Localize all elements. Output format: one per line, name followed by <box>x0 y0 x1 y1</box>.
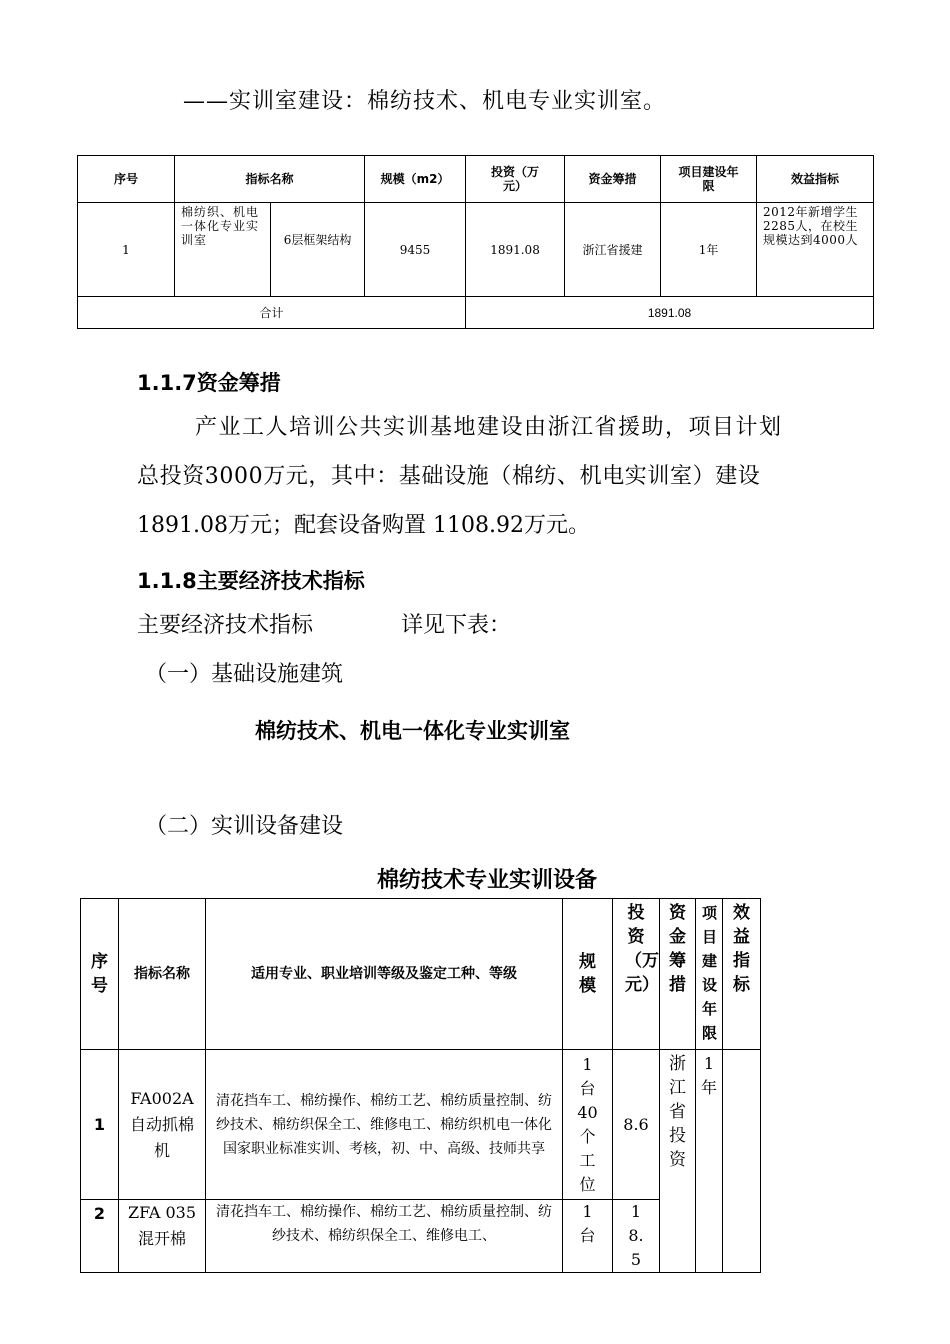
cell-name: ZFA 035混开棉 <box>119 1200 206 1273</box>
lab-construction-table <box>77 155 874 329</box>
header-cell: 项目建设年限 <box>661 156 757 203</box>
header-investment: 投资（万元） <box>613 899 660 1050</box>
table-header-row <box>81 899 761 1050</box>
header-cell: 效益指标 <box>757 156 874 203</box>
total-value: 1891.08 <box>466 297 874 329</box>
header-cell: 序号 <box>78 156 175 203</box>
table-row <box>78 203 874 297</box>
cell-investment: 8.6 <box>613 1050 660 1200</box>
table-total-row <box>78 297 874 329</box>
cell-scope: 清花挡车工、棉纺操作、棉纺工艺、棉纺质量控制、纺纱技术、棉纺织保全工、维修电工、棉纺织机电一体化国家职业标准实训、考核，初、中、高级、技师共享 <box>206 1050 563 1200</box>
subsection-1: （一）基础设施建筑 <box>145 662 344 687</box>
table-row <box>81 1050 761 1200</box>
cell-period: 1年 <box>696 1050 723 1273</box>
header-cell: 资金筹措 <box>565 156 661 203</box>
cell-no: 1 <box>78 203 175 297</box>
header-scope: 适用专业、职业培训等级及鉴定工种、等级 <box>206 899 563 1050</box>
section-heading-117: 1.1.7资金筹措 <box>137 371 281 395</box>
cell-name: 棉纺织、机电一体化专业实训室 <box>175 203 271 297</box>
intro-line: ——实训室建设：棉纺技术、机电专业实训室。 <box>183 89 667 114</box>
header-funding: 资金筹措 <box>660 899 696 1050</box>
cell-funding: 浙江省投资 <box>660 1050 696 1273</box>
table-header-row <box>78 156 874 203</box>
cell-scale: 1台40个工位 <box>563 1050 613 1200</box>
cell-period: 1年 <box>661 203 757 297</box>
table-row <box>81 1200 761 1273</box>
cell-scale: 9455 <box>365 203 466 297</box>
header-cell: 投资（万元） <box>466 156 565 203</box>
indicator-line-label: 主要经济技术指标 <box>137 613 314 638</box>
header-no: 序号 <box>81 899 119 1050</box>
header-name: 指标名称 <box>119 899 206 1050</box>
paragraph-line: 1891.08万元；配套设备购置 1108.92万元。 <box>137 513 590 538</box>
cell-no: 2 <box>81 1200 119 1273</box>
header-cell: 规模（m2） <box>365 156 466 203</box>
equipment-table <box>80 898 761 1273</box>
subsection-2: （二）实训设备建设 <box>145 814 344 839</box>
header-cell: 指标名称 <box>175 156 365 203</box>
paragraph-line: 产业工人培训公共实训基地建设由浙江省援助，项目计划 <box>195 415 783 440</box>
cell-investment: 1891.08 <box>466 203 565 297</box>
total-label: 合计 <box>78 297 466 329</box>
header-scale: 规模 <box>563 899 613 1050</box>
paragraph-line: 总投资3000万元，其中：基础设施（棉纺、机电实训室）建设 <box>137 464 761 489</box>
cell-funding: 浙江省援建 <box>565 203 661 297</box>
cell-name: FA002A自动抓棉机 <box>119 1050 206 1200</box>
header-benefit: 效益指标 <box>723 899 761 1050</box>
cell-benefit: 2012年新增学生2285人，在校生规模达到4000人 <box>757 203 874 297</box>
cell-structure: 6层框架结构 <box>271 203 365 297</box>
header-period: 项目建设年限 <box>696 899 723 1050</box>
subsection-2-title: 棉纺技术专业实训设备 <box>377 868 598 893</box>
subsection-1-title: 棉纺技术、机电一体化专业实训室 <box>255 719 570 743</box>
indicator-line-detail: 详见下表： <box>401 613 512 638</box>
cell-scope: 清花挡车工、棉纺操作、棉纺工艺、棉纺质量控制、纺纱技术、棉纺织保全工、维修电工、 <box>206 1200 563 1273</box>
cell-investment: 18.5 <box>613 1200 660 1273</box>
cell-benefit <box>723 1050 761 1273</box>
section-heading-118: 1.1.8主要经济技术指标 <box>137 569 365 593</box>
cell-scale: 1台 <box>563 1200 613 1273</box>
cell-no: 1 <box>81 1050 119 1200</box>
